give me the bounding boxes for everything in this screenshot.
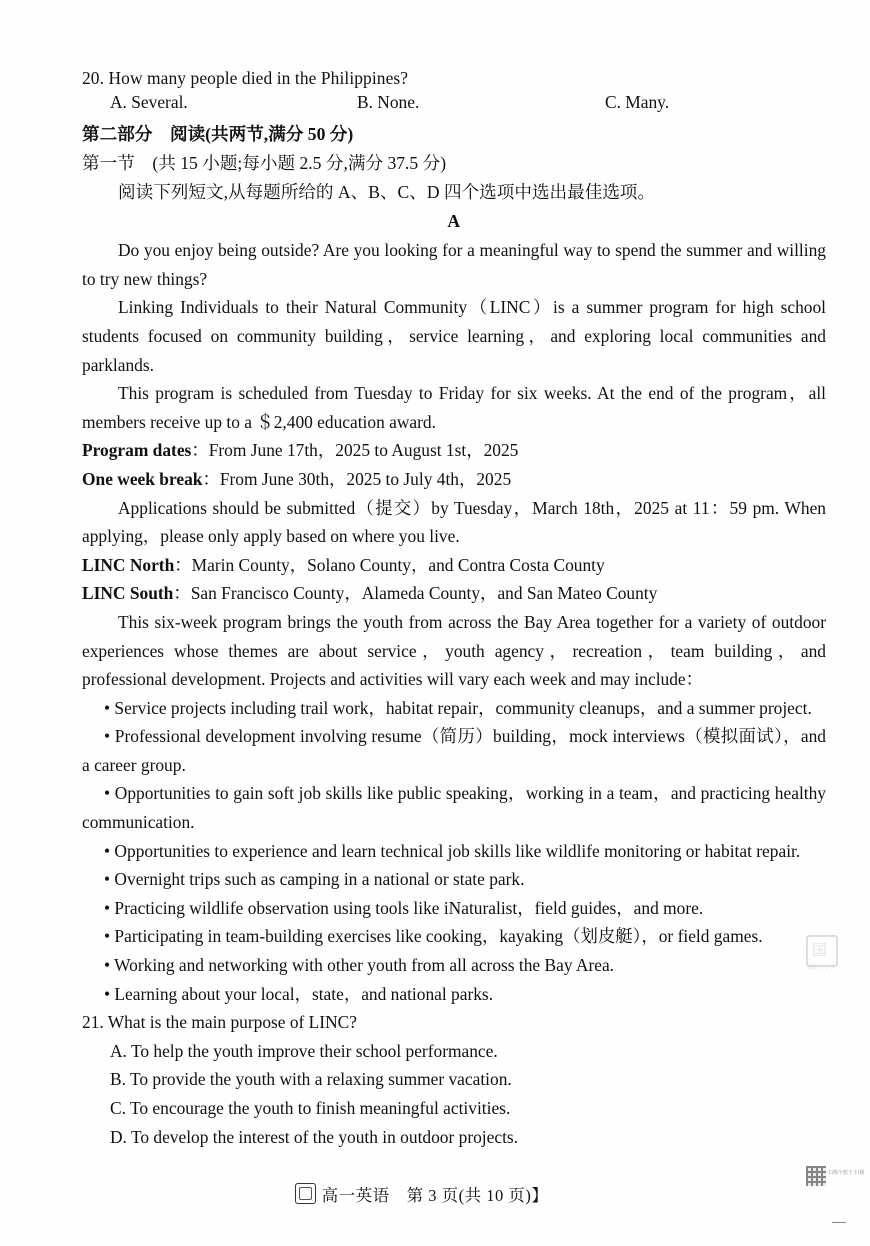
question-21-choice-c: C. To encourage the youth to finish meaningful activities.: [110, 1098, 511, 1119]
question-20-choice-a: A. Several.: [110, 92, 188, 113]
linc-north-line: [82, 551, 826, 580]
passage-bullet: • Professional development involving resume（简历）building，mock interviews（模拟面试），and a career group.: [82, 726, 826, 775]
part-two-heading: 第二部分 阅读(共两节,满分 50 分): [82, 124, 354, 145]
one-week-break-line: [82, 465, 826, 494]
passage-bullet: • Practicing wildlife observation using tools like iNaturalist，field guides，and more.: [104, 897, 704, 918]
question-21-choice-d: D. To develop the interest of the youth in outdoor projects.: [110, 1126, 519, 1147]
passage-bullet: • Overnight trips such as camping in a national or state park.: [104, 869, 525, 890]
question-21-choice-b: B. To provide the youth with a relaxing summer vacation.: [110, 1069, 512, 1090]
linc-north-value: ：Marin County，Solano County，and Contra Costa County: [174, 554, 605, 575]
program-dates-value: ：From June 17th，2025 to August 1st，2025: [191, 440, 519, 461]
footer-text: 高一英语 第 3 页(共 10 页)】: [321, 1186, 549, 1205]
question-21: 21. What is the main purpose of LINC?: [82, 1012, 357, 1033]
passage-marker-a: A: [447, 211, 461, 232]
program-dates-label: Program dates: [82, 440, 192, 461]
question-21-choice-a: A. To help the youth improve their school performance.: [110, 1040, 498, 1061]
passage-paragraph-2: Linking Individuals to their Natural Community（LINC）is a summer program for high school students focused on community building，service learning，and exploring local communities and parklands.: [82, 297, 826, 375]
passage-bullet: • Working and networking with other youth from all across the Bay Area.: [104, 955, 615, 976]
seal-char: 国: [812, 943, 828, 959]
one-week-break-label: One week break: [82, 468, 203, 489]
qr-grid-icon: [806, 1166, 826, 1186]
passage-paragraph-4: Applications should be submitted（提交）by Tuesday，March 18th，2025 at 11：59 pm. When applying，please only apply based on where you live.: [82, 497, 826, 547]
footer-inner: [322, 1182, 549, 1206]
passage-paragraph-5: This six-week program brings the youth from across the Bay Area together for a variety of outdoor experiences whose themes are about service，youth agency，recreation，team building，and professional development. Projects and activities will vary each week and may include：: [82, 611, 826, 690]
qr-code-icon: [295, 1183, 316, 1204]
passage-bullet: • Participating in team-building exercises like cooking，kayaking（划皮艇），or field games.: [104, 926, 763, 947]
passage-bullet: • Learning about your local，state，and national parks.: [104, 983, 494, 1004]
seal-caption: 国家中小学: [807, 965, 835, 971]
passage-bullet: • Opportunities to experience and learn technical job skills like wildlife monitoring or habitat repair.: [104, 840, 801, 861]
passage-paragraph-3: This program is scheduled from Tuesday to Friday for six weeks. At the end of the program，all members receive up to a ＄2,400 education award.: [82, 383, 826, 432]
linc-north-label: LINC North: [82, 554, 175, 575]
section-one-heading: 第一节 (共 15 小题;每小题 2.5 分,满分 37.5 分): [82, 153, 447, 174]
section-one-instruction: 阅读下列短文,从每题所给的 A、B、C、D 四个选项中选出最佳选项。: [118, 182, 656, 203]
watermark-label: 扫描全能王 扫描: [828, 1171, 865, 1176]
linc-south-label: LINC South: [82, 583, 174, 604]
linc-south-value: ：San Francisco County，Alameda County，and San Mateo County: [173, 583, 658, 604]
page-content: [82, 64, 826, 1151]
linc-south-line: [82, 579, 826, 608]
watermark-seal-icon: [806, 935, 836, 969]
scanner-watermark: [806, 1160, 865, 1206]
one-week-break-value: ：From June 30th，2025 to July 4th，2025: [202, 468, 512, 489]
page-edge-mark: [832, 1222, 846, 1223]
question-20-choice-c: C. Many.: [605, 92, 670, 113]
question-20-choice-b: B. None.: [357, 92, 420, 113]
passage-paragraph-1: Do you enjoy being outside? Are you looking for a meaningful way to spend the summer and willing to try new things?: [82, 240, 826, 289]
question-20: 20. How many people died in the Philippines?: [82, 68, 409, 88]
program-dates-line: [82, 436, 826, 465]
passage-bullet: • Opportunities to gain soft job skills like public speaking，working in a team，and practicing healthy communication.: [82, 783, 826, 833]
passage-bullet: • Service projects including trail work，habitat repair，community cleanups，and a summer project.: [104, 697, 812, 718]
page-footer: [0, 1182, 870, 1206]
question-20-choices: [82, 92, 826, 120]
